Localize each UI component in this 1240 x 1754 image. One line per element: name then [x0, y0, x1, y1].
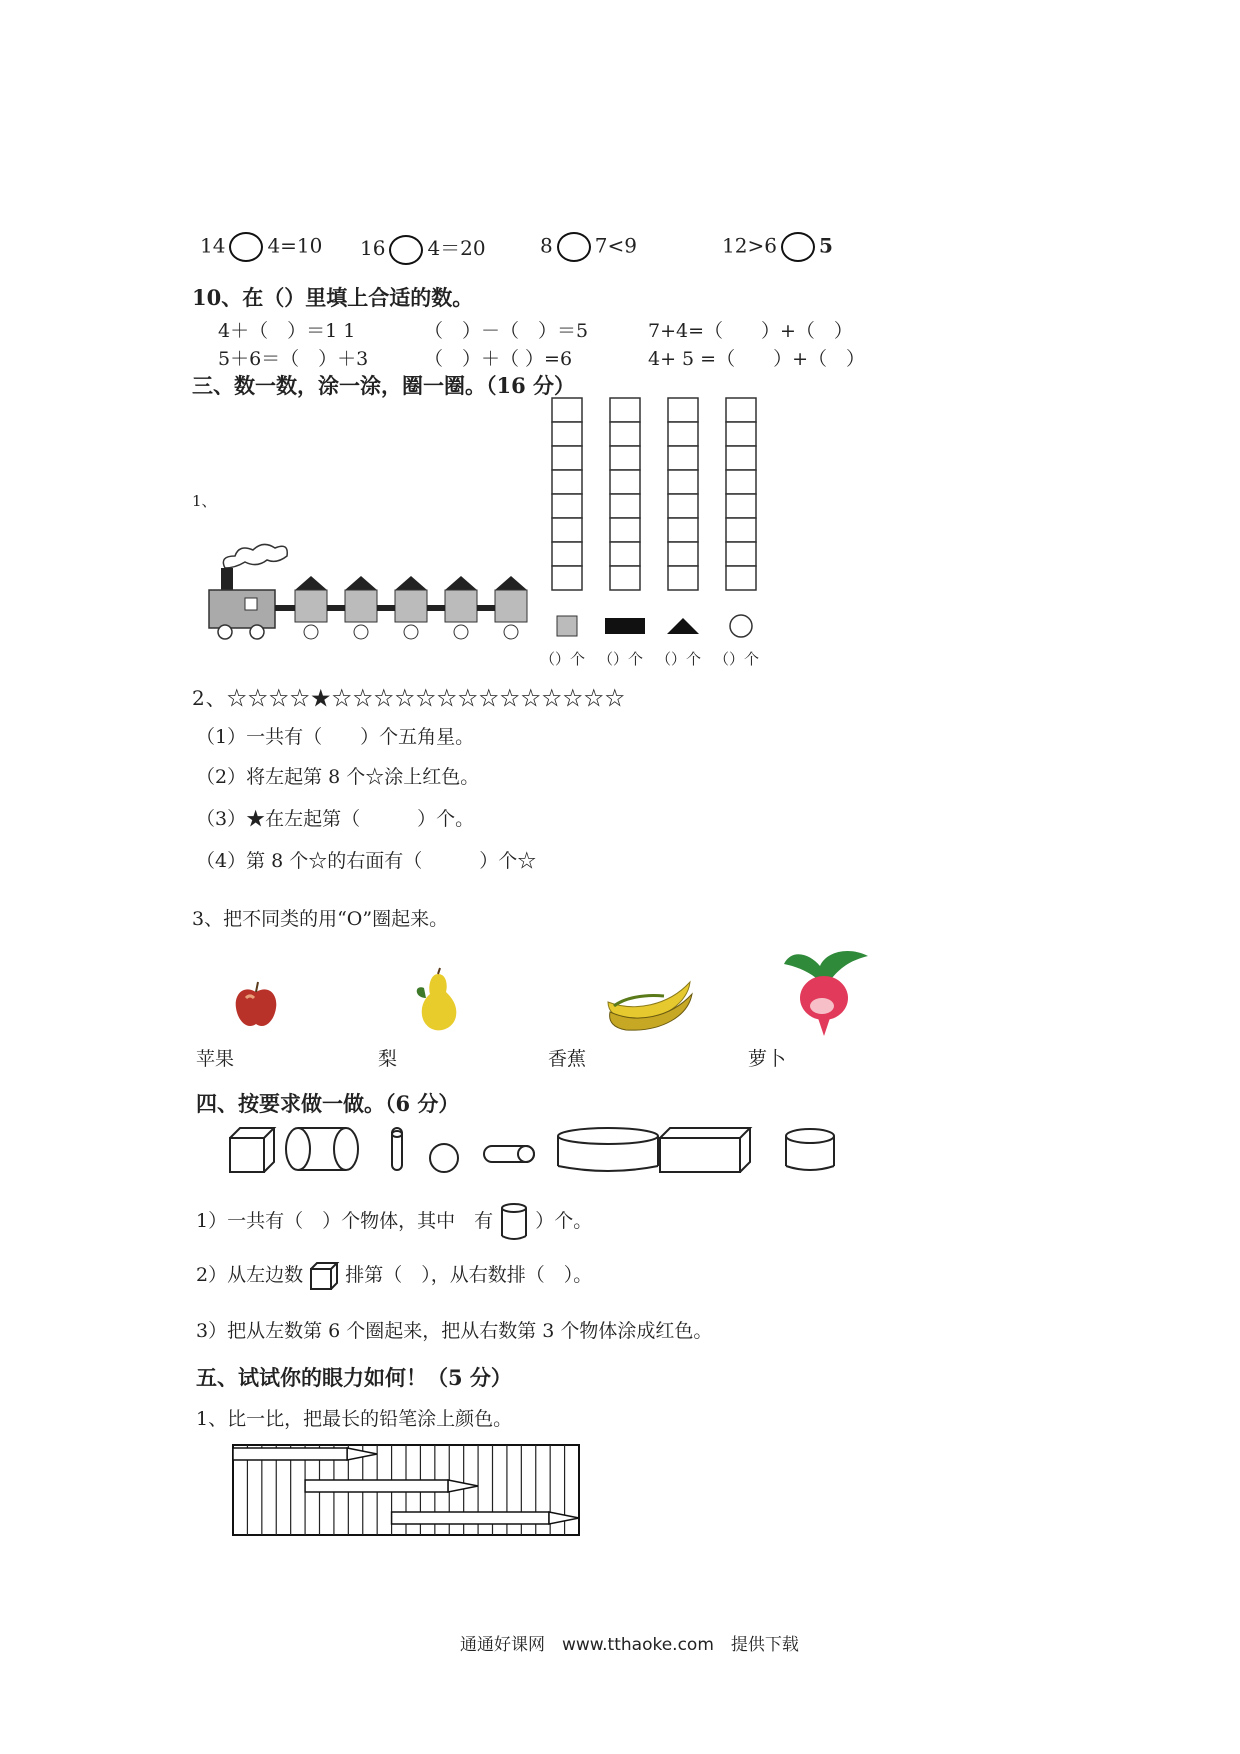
- section-4-title: 四、按要求做一做。（6 分）: [196, 1091, 460, 1116]
- grid-cell: [552, 422, 582, 446]
- cylinder-icon: [499, 1202, 529, 1242]
- cuboid-icon: [660, 1128, 750, 1172]
- grid-cell: [668, 494, 698, 518]
- q10-r1-c3: 7+4=（ ）+（ ）: [648, 320, 853, 342]
- grid-cell: [726, 542, 756, 566]
- q4-1: 1）一共有（ ）个物体，其中 有 ）个。: [196, 1202, 592, 1242]
- grid-cell: [726, 398, 756, 422]
- item-3-label: 3、把不同类的用“O”圈起来。: [192, 908, 449, 930]
- pencil-1: [233, 1448, 377, 1460]
- q4-3: 3）把从左数第 6 个圈起来，把从右数第 3 个物体涂成红色。: [196, 1320, 713, 1342]
- grid-cell: [552, 542, 582, 566]
- chimney: [221, 568, 233, 590]
- compare-item-3: 8 7<9: [540, 232, 637, 262]
- q2-sub-3: （3）★在左起第（ ）个。: [196, 808, 475, 830]
- count-label-1: （）个: [540, 650, 586, 668]
- grid-cell: [552, 566, 582, 590]
- q4-2: 2）从左边数 排第（ ），从右数排（ ）。: [196, 1260, 592, 1291]
- pear-icon[interactable]: [410, 968, 466, 1034]
- q2-sub-4: （4）第 8 个☆的右面有（ ）个☆: [196, 850, 537, 872]
- fruit-label-pear: 梨: [378, 1048, 398, 1070]
- counting-columns[interactable]: [552, 398, 772, 658]
- circle-icon: [730, 615, 752, 637]
- grid-cell: [610, 518, 640, 542]
- compare-item-4: 12>6 5: [722, 232, 833, 262]
- grid-cell: [668, 446, 698, 470]
- answer-oval[interactable]: [229, 232, 263, 262]
- rectangle-icon: [605, 618, 645, 634]
- count-label-3: （）个: [656, 650, 702, 668]
- count-label-4: （）个: [714, 650, 760, 668]
- fruit-label-radish: 萝卜: [748, 1048, 787, 1070]
- grid-cell: [726, 518, 756, 542]
- cube-icon: [309, 1261, 339, 1291]
- q10-r2-c1: 5＋6＝（ ）＋3: [218, 348, 369, 370]
- answer-oval[interactable]: [389, 235, 423, 265]
- square-icon: [557, 616, 577, 636]
- sphere-icon: [430, 1144, 458, 1172]
- grid-cell: [726, 470, 756, 494]
- pencil-3: [392, 1512, 579, 1524]
- grid-cell: [726, 422, 756, 446]
- compare-item-1: 14 4=10: [200, 232, 322, 262]
- grid-cell: [668, 566, 698, 590]
- grid-cell: [552, 518, 582, 542]
- q10-title: 10、在（）里填上合适的数。: [192, 285, 474, 310]
- grid-cell: [726, 566, 756, 590]
- apple-icon[interactable]: [232, 980, 280, 1030]
- q10-r2-c3: 4+ 5 =（ ）+（ ）: [648, 348, 866, 370]
- pencil-2: [305, 1480, 478, 1492]
- q10-r1-c1: 4＋（ ）＝1 1: [218, 320, 356, 342]
- footer: 通通好课网 www.tthaoke.com 提供下载: [460, 1635, 799, 1655]
- locomotive: [209, 590, 275, 628]
- grid-cell: [668, 422, 698, 446]
- cylinder-horizontal-icon: [286, 1128, 358, 1170]
- fruit-label-apple: 苹果: [196, 1048, 235, 1070]
- smoke-icon: [223, 544, 287, 568]
- answer-oval[interactable]: [781, 232, 815, 262]
- grid-cell: [668, 542, 698, 566]
- count-label-2: （）个: [598, 650, 644, 668]
- q5-1: 1、比一比，把最长的铅笔涂上颜色。: [196, 1408, 513, 1430]
- stars-row[interactable]: 2、☆☆☆☆★☆☆☆☆☆☆☆☆☆☆☆☆☆☆: [192, 686, 626, 710]
- q2-sub-1: （1）一共有（ ）个五角星。: [196, 726, 475, 748]
- radish-icon[interactable]: [776, 944, 874, 1040]
- cube-icon: [230, 1128, 274, 1172]
- grid-cell: [552, 398, 582, 422]
- grid-cell: [610, 542, 640, 566]
- compare-item-2: 16 4＝20: [360, 232, 486, 265]
- grid-cell: [610, 446, 640, 470]
- solid-shapes-row[interactable]: [228, 1126, 848, 1188]
- grid-cell: [668, 398, 698, 422]
- flat-cylinder-icon: [558, 1128, 658, 1171]
- grid-cell: [552, 494, 582, 518]
- q10-r2-c2: （ ）＋（ ）=6: [424, 348, 573, 370]
- grid-cell: [726, 446, 756, 470]
- grid-cell: [610, 494, 640, 518]
- grid-cell: [668, 518, 698, 542]
- item-1-label: 1、: [192, 492, 217, 510]
- train-illustration: [205, 530, 545, 640]
- grid-cell: [610, 422, 640, 446]
- section-3-title: 三、数一数，涂一涂，圈一圈。（16 分）: [192, 373, 576, 398]
- grid-cell: [726, 494, 756, 518]
- grid-cell: [668, 470, 698, 494]
- grid-cell: [610, 566, 640, 590]
- pencil-grid[interactable]: [232, 1444, 582, 1538]
- fruit-label-banana: 香蕉: [548, 1048, 587, 1070]
- grid-cell: [610, 470, 640, 494]
- q10-r1-c2: （ ）－（ ）＝5: [424, 320, 589, 342]
- grid-cell: [552, 470, 582, 494]
- answer-oval[interactable]: [557, 232, 591, 262]
- short-cylinder-icon: [786, 1129, 834, 1170]
- banana-icon[interactable]: [604, 972, 696, 1034]
- triangle-icon: [667, 618, 699, 634]
- small-cylinder-icon: [484, 1146, 534, 1162]
- q2-sub-2: （2）将左起第 8 个☆涂上红色。: [196, 766, 480, 788]
- grid-cell: [610, 398, 640, 422]
- section-5-title: 五、试试你的眼力如何！（5 分）: [196, 1365, 512, 1390]
- thin-cylinder-icon: [392, 1128, 402, 1170]
- grid-cell: [552, 446, 582, 470]
